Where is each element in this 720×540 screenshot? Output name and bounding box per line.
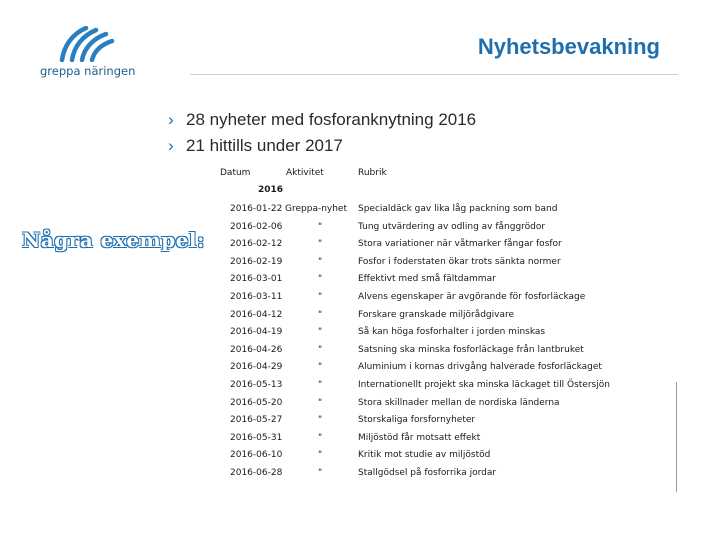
- table-row: [0, 433, 720, 450]
- cell-activity: ": [318, 327, 323, 338]
- table-row: [0, 345, 720, 362]
- table-row: [0, 204, 720, 221]
- cell-rubric: Miljöstöd får motsatt effekt: [358, 432, 481, 443]
- table-row: [0, 362, 720, 379]
- bullet-text: 28 nyheter med fosforanknytning 2016: [186, 110, 477, 129]
- cell-activity: ": [318, 450, 323, 461]
- cell-date: 2016-04-26: [230, 344, 283, 355]
- cell-rubric: Stora variationer när våtmarker fångar fosfor: [358, 239, 562, 250]
- header-rubric: Rubrik: [358, 168, 387, 178]
- table-row: [0, 310, 720, 327]
- cell-date: 2016-03-11: [230, 292, 283, 302]
- table-row: [0, 327, 720, 344]
- cell-rubric: Alvens egenskaper är avgörande för fosforläckage: [358, 292, 586, 302]
- cell-date: 2016-05-27: [230, 415, 283, 426]
- cell-date: 2016-06-28: [230, 468, 283, 478]
- table-row: [0, 380, 720, 397]
- bullet-list: [168, 107, 476, 159]
- cell-date: 2016-02-12: [230, 239, 283, 250]
- table-row: [0, 398, 720, 415]
- cell-rubric: Aluminium i kornas drivgång halverade fosforläckaget: [358, 362, 602, 373]
- bullet-text: 21 hittills under 2017: [186, 136, 343, 155]
- table-row: [0, 239, 720, 256]
- cell-date: 2016-04-29: [230, 362, 283, 373]
- cell-activity: ": [318, 468, 323, 478]
- greppa-logo: [40, 26, 150, 82]
- cell-rubric: Satsning ska minska fosforläckage från lantbruket: [358, 344, 584, 355]
- bullet-chevron-icon: ›: [168, 110, 174, 129]
- cell-date: 2016-03-01: [230, 274, 283, 285]
- cell-date: 2016-02-19: [230, 256, 283, 267]
- cell-activity: ": [318, 256, 323, 267]
- cell-activity: ": [318, 292, 323, 302]
- cell-rubric: Tung utvärdering av odling av fånggrödor: [358, 221, 546, 232]
- bullet-chevron-icon: ›: [168, 136, 174, 155]
- cell-activity: ": [318, 221, 323, 232]
- bullet-item: [168, 107, 476, 133]
- year-label: 2016: [258, 185, 284, 195]
- cell-activity: ": [318, 362, 323, 373]
- bullet-item: [168, 133, 476, 159]
- cell-rubric: Forskare granskade miljörådgivare: [358, 309, 515, 320]
- cell-activity: ": [318, 380, 323, 390]
- cell-rubric: Specialdäck gav lika låg packning som band: [358, 204, 558, 214]
- cell-date: 2016-05-13: [230, 380, 283, 390]
- table-row: [0, 222, 720, 239]
- greppa-logo-mark-icon: [56, 26, 126, 62]
- cell-activity: Greppa-nyhet: [285, 204, 348, 214]
- cell-date: 2016-05-31: [230, 432, 283, 443]
- cell-date: 2016-04-19: [230, 327, 283, 338]
- cell-rubric: Stora skillnader mellan de nordiska länderna: [358, 397, 560, 408]
- table-row: [0, 274, 720, 291]
- cell-date: 2016-01-22: [230, 204, 283, 214]
- cell-rubric: Stallgödsel på fosforrika jordar: [358, 468, 497, 478]
- cell-activity: ": [318, 239, 323, 250]
- logo-text: greppa näringen: [40, 64, 136, 78]
- table-row: [0, 468, 720, 485]
- cell-activity: ": [318, 309, 323, 320]
- header-date: Datum: [220, 168, 251, 178]
- cell-rubric: Fosfor i foderstaten ökar trots sänkta normer: [358, 256, 561, 267]
- cell-rubric: Storskaliga forsfornyheter: [358, 415, 476, 426]
- cell-rubric: Effektivt med små fältdammar: [358, 274, 496, 285]
- cell-rubric: Så kan höga fosforhalter i jorden minskas: [358, 327, 546, 338]
- table-row: [0, 257, 720, 274]
- cell-date: 2016-02-06: [230, 221, 283, 232]
- cell-date: 2016-06-10: [230, 450, 283, 461]
- cell-activity: ": [318, 274, 323, 285]
- cell-activity: ": [318, 344, 323, 355]
- header-activity: Aktivitet: [286, 168, 324, 178]
- page-title: Nyhetsbevakning: [477, 34, 660, 59]
- cell-activity: ": [318, 397, 323, 408]
- cell-date: 2016-05-20: [230, 397, 283, 408]
- title-divider: [190, 74, 678, 75]
- cell-activity: ": [318, 432, 323, 443]
- table-row: [0, 415, 720, 432]
- cell-rubric: Kritik mot studie av miljöstöd: [358, 450, 491, 461]
- cell-activity: ": [318, 415, 323, 426]
- cell-date: 2016-04-12: [230, 309, 283, 320]
- table-row: [0, 450, 720, 467]
- table-row: [0, 292, 720, 309]
- cell-rubric: Internationellt projekt ska minska läckaget till Östersjön: [358, 380, 610, 390]
- examples-heading: Några exempel:: [22, 228, 205, 252]
